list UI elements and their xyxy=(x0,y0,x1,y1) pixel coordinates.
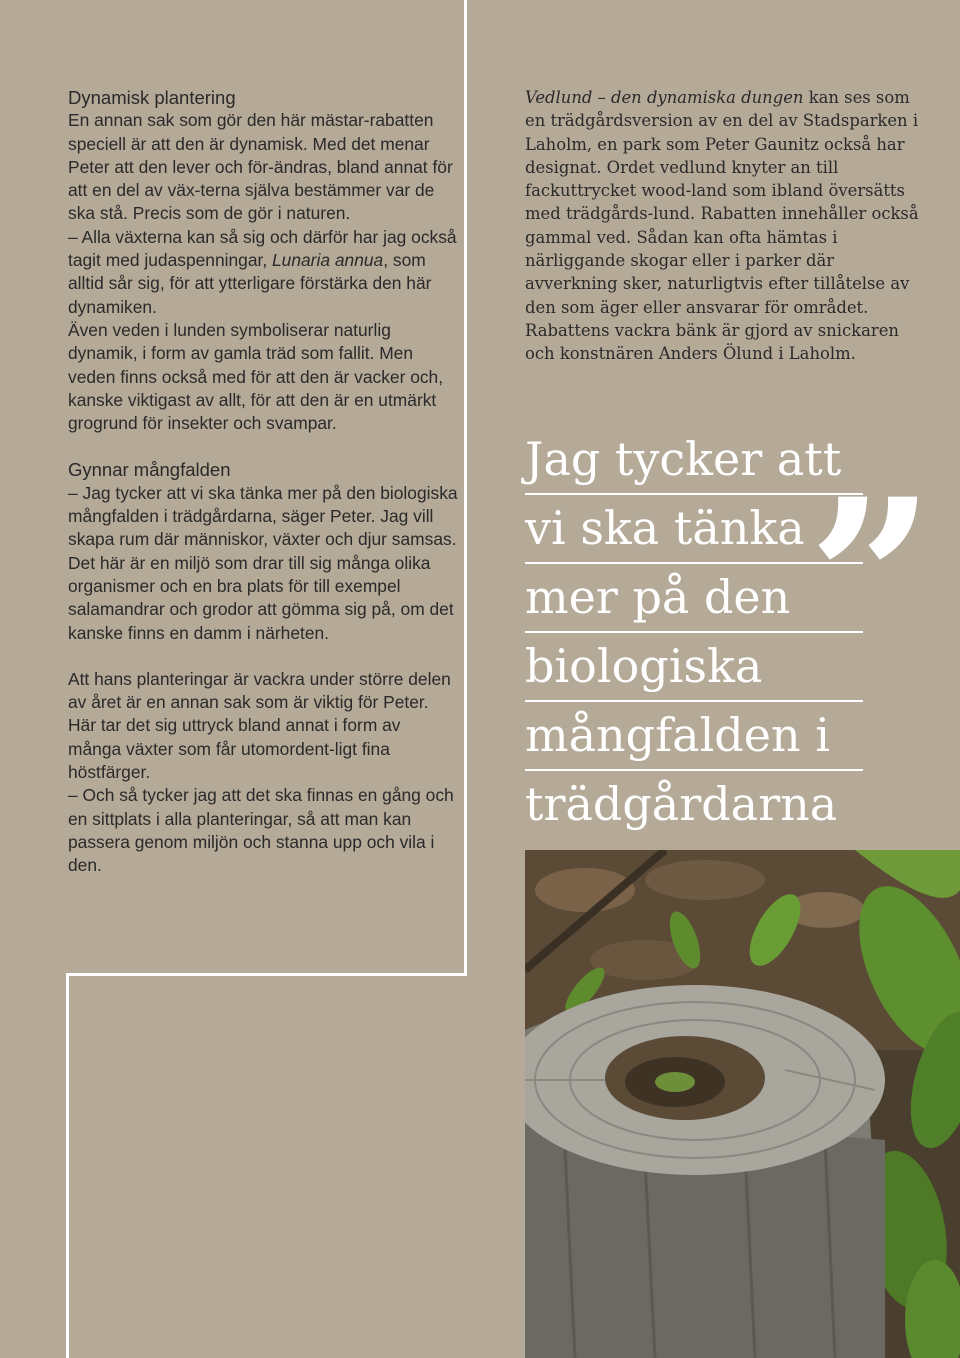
paragraph-text: – Alla växterna kan så sig och därför har jag också tagit med judaspenningar, xyxy=(68,226,457,271)
paragraph-vedlund xyxy=(525,86,925,319)
paragraph: – Och så tycker jag att det ska finnas en gång och en sittplats i alla planteringar, så att man kan passera genom miljön och stanna upp och vila i den. xyxy=(68,785,454,876)
heading-dynamisk-plantering: Dynamisk plantering xyxy=(68,87,236,108)
paragraph: En annan sak som gör den här mästar-rabatten speciell är att den är dynamisk. Med det menar Peter att den lever och för-ändras, bland annat för att en del av väx-terna själva bestämmer var de ska stå. Precis som de gör i naturen. xyxy=(68,110,453,224)
tree-stump-image xyxy=(525,850,960,1358)
photo-tree-stump xyxy=(525,850,960,1358)
vedlund-title: Vedlund – den dynamiska dungen xyxy=(525,88,804,107)
quote-line: Jag tycker att xyxy=(525,426,863,495)
latin-name: Lunaria annua xyxy=(272,250,384,271)
paragraph-text: kan ses som en trädgårdsversion av en del av Stadsparken i Laholm, en park som Peter Gaunitz också har designat. Ordet vedlund knyter an till fackuttrycket wood-land som ibland översätts med trädgårds-lund. Rabatten innehåller också gammal ved. Sådan kan ofta hämtas i närliggande skogar eller i parker där avverkning sker, naturligtvis efter tillåtelse av den som äger eller ansvarar för området. xyxy=(525,88,919,317)
paragraph-text: , som alltid sår sig, för att ytterligare förstärka den här dynamiken. xyxy=(68,250,432,317)
paragraph-bench: Rabattens vackra bänk är gjord av snickaren och konstnären Anders Ölund i Laholm. xyxy=(525,320,899,364)
paragraph: – Jag tycker att vi ska tänka mer på den biologiska mångfalden i trädgårdarna, säger Peter. Jag vill skapa rum där människor, växter och djur samsas. Det här är en miljö som drar till sig många olika organismer och en bra plats för till exempel salamandrar och grodor att gömma sig på, om det kanske finns en damm i närheten. xyxy=(68,482,458,643)
quote-line: vi ska tänka xyxy=(525,495,863,564)
quote-mark-icon: ” xyxy=(808,450,935,709)
paragraph-lunaria xyxy=(68,226,458,319)
frame-horizontal-line xyxy=(66,973,467,976)
quote-line: mångfalden i xyxy=(525,702,863,771)
quote-line: trädgårdarna xyxy=(525,777,838,831)
right-column xyxy=(525,86,925,366)
frame-vertical-line xyxy=(464,0,467,976)
quote-line: mer på den xyxy=(525,564,863,633)
quote-line: biologiska xyxy=(525,633,863,702)
heading-gynnar-mangfalden: Gynnar mångfalden xyxy=(68,459,231,481)
frame-lower-vertical-line xyxy=(66,973,69,1358)
paragraph: Även veden i lunden symboliserar naturlig dynamik, i form av gamla träd som fallit. Men veden finns också med för att den är vacker och, kanske viktigast av allt, för att den är en utmärkt grogrund för insekter och svampar. xyxy=(68,319,444,434)
left-column xyxy=(68,86,458,878)
paragraph: Att hans planteringar är vackra under större delen av året är en annan sak som är viktig för Peter. Här tar det sig uttryck bland annat i form av många växter som får utomordent-ligt fina höstfärger. xyxy=(68,668,451,783)
